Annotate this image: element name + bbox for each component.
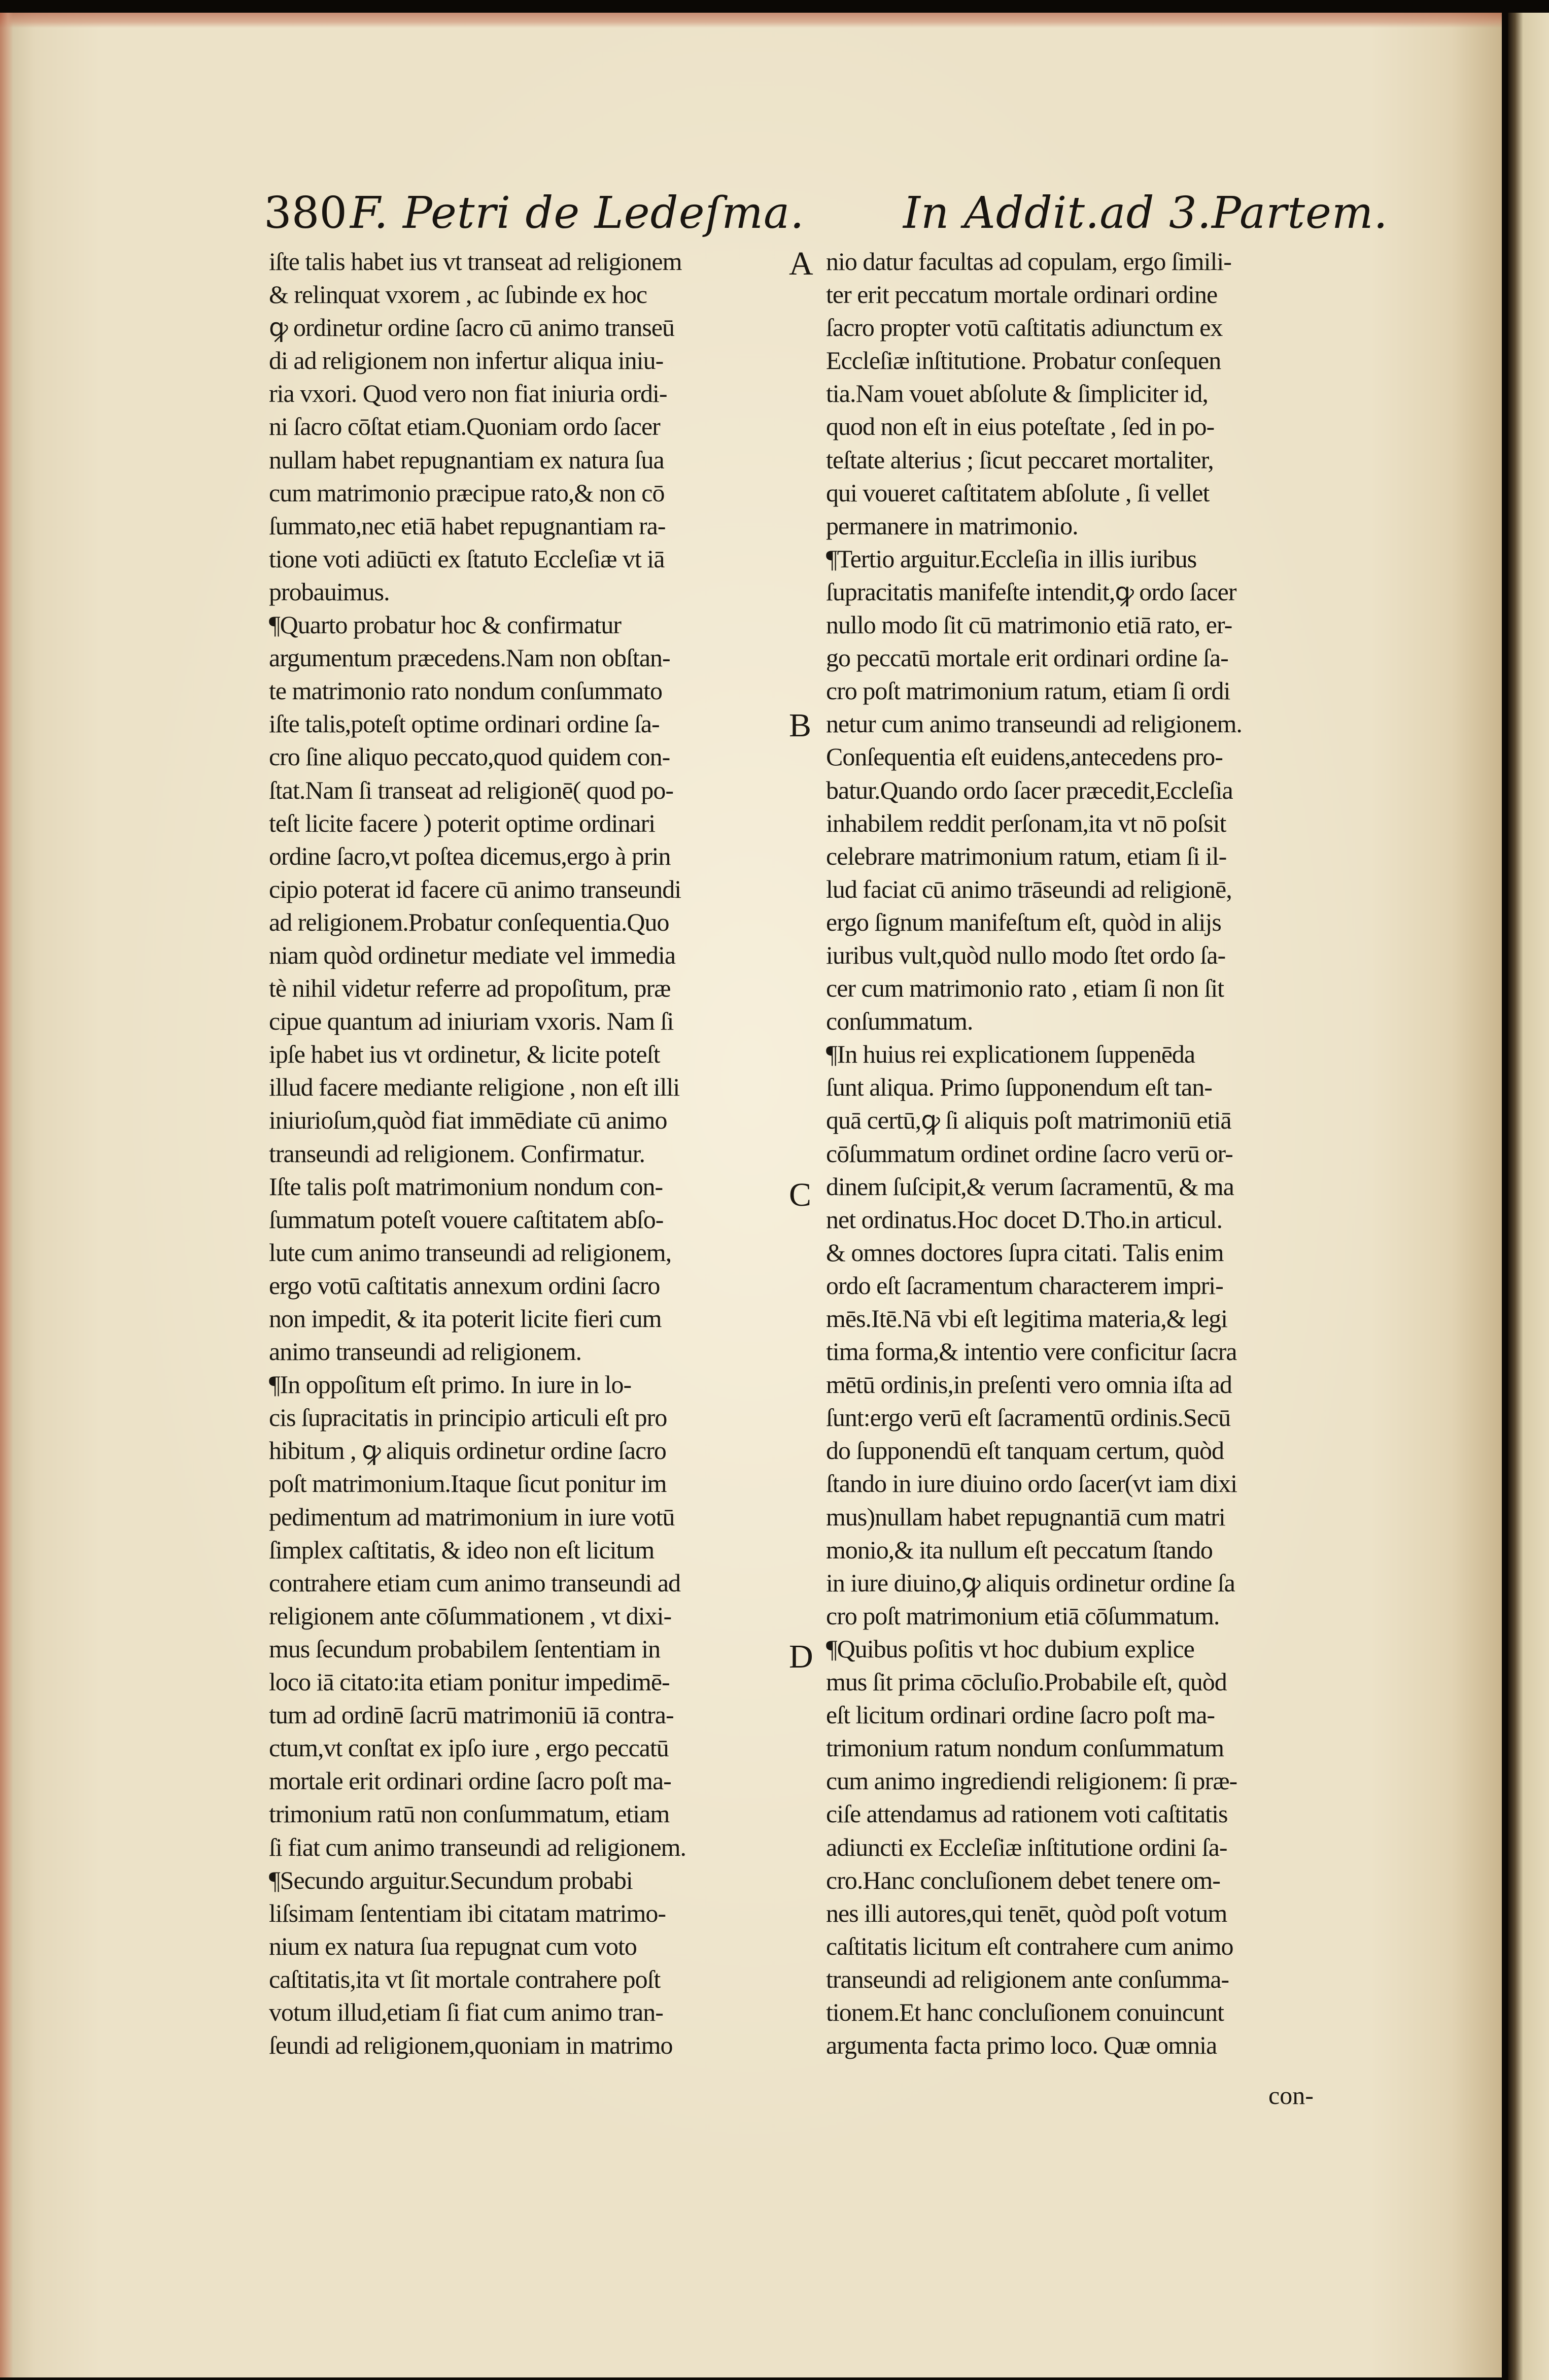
- text-line: ſtando in iure diuino ordo ſacer(vt iam dixi: [826, 1469, 1237, 1498]
- book-page: [0, 13, 1502, 2377]
- text-line: illud facere mediante religione , non eſt illi: [269, 1073, 680, 1102]
- text-line: niam quòd ordinetur mediate vel immedia: [269, 940, 676, 969]
- text-line: di ad religionem non infertur aliqua iniu-: [269, 346, 664, 375]
- text-line: ſunt:ergo verū eſt ſacramentū ordinis.Secū: [826, 1403, 1231, 1432]
- text-line: & relinquat vxorem , ac ſubinde ex hoc: [269, 280, 647, 309]
- text-line: net ordinatus.Hoc docet D.Tho.in articul.: [826, 1205, 1222, 1234]
- text-line: ſummatum poteſt vouere caſtitatem abſo-: [269, 1205, 664, 1234]
- text-line: & omnes doctores ſupra citati. Talis enim: [826, 1238, 1224, 1267]
- page-header: [0, 188, 1502, 249]
- text-line: caſtitatis,ita vt ſit mortale contrahere poſt: [269, 1964, 661, 1993]
- text-line: mētū ordinis,in preſenti vero omnia iſta ad: [826, 1370, 1232, 1399]
- text-line: iniurioſum,quòd fiat immēdiate cū animo: [269, 1106, 667, 1135]
- text-line: mēs.Itē.Nā vbi eſt legitima materia,& legi: [826, 1304, 1228, 1333]
- text-line: liſsimam ſententiam ibi citatam matrimo-: [269, 1898, 666, 1927]
- text-line: ni ſacro cōſtat etiam.Quoniam ordo ſacer: [269, 412, 660, 441]
- text-line: ꝙ ordinetur ordine ſacro cū animo transeū: [269, 313, 675, 342]
- text-line: votum illud,etiam ſi fiat cum animo tran-: [269, 1997, 663, 2026]
- text-line: trimonium ratū non conſummatum, etiam: [269, 1799, 670, 1828]
- text-line: adiuncti ex Eccleſiæ inſtitutione ordini ſa-: [826, 1832, 1227, 1861]
- text-line: ¶In oppoſitum eſt primo. In iure in lo-: [269, 1370, 632, 1399]
- text-line: cer cum matrimonio rato , etiam ſi non ſit: [826, 974, 1224, 1003]
- text-line: cis ſupracitatis in principio articuli eſt pro: [269, 1403, 667, 1432]
- text-line: nium ex natura ſua repugnat cum voto: [269, 1931, 637, 1960]
- text-line: hibitum , ꝙ aliquis ordinetur ordine ſacro: [269, 1436, 666, 1465]
- margin-marker-b: B: [789, 707, 812, 744]
- text-line: ſeundi ad religionem,quoniam in matrimo: [269, 2031, 673, 2060]
- text-line: ſummato,nec etiā habet repugnantiam ra-: [269, 511, 666, 540]
- text-line: pedimentum ad matrimonium in iure votū: [269, 1502, 675, 1531]
- text-line: ſi fiat cum animo transeundi ad religionem.: [269, 1832, 686, 1861]
- text-line: batur.Quando ordo ſacer præcedit,Eccleſia: [826, 775, 1233, 804]
- text-line: animo transeundi ad religionem.: [269, 1337, 582, 1366]
- text-line: cum animo ingrediendi religionem: ſi præ-: [826, 1766, 1237, 1795]
- text-line: cro poſt matrimonium ratum, etiam ſi ordi: [826, 676, 1230, 705]
- text-line: lute cum animo transeundi ad religionem,: [269, 1238, 672, 1267]
- text-line: ſacro propter votū caſtitatis adiunctum ex: [826, 313, 1223, 342]
- text-line: qui voueret caſtitatem abſolute , ſi vellet: [826, 478, 1210, 507]
- text-line: ¶Secundo arguitur.Secundum probabi: [269, 1865, 633, 1894]
- text-line: inhabilem reddit perſonam,ita vt nō poſsit: [826, 808, 1226, 837]
- text-line: celebrare matrimonium ratum, etiam ſi il-: [826, 841, 1227, 870]
- text-line: cum matrimonio præcipue rato,& non cō: [269, 478, 665, 507]
- page-edge-stain: [0, 13, 13, 2377]
- text-line: nullam habet repugnantiam ex natura ſua: [269, 445, 664, 474]
- text-line: ordo eſt ſacramentum characterem impri-: [826, 1271, 1223, 1300]
- text-line: mus ſecundum probabilem ſententiam in: [269, 1634, 661, 1663]
- text-line: iſte talis habet ius vt transeat ad religionem: [269, 247, 682, 276]
- text-line: quā certū,ꝙ ſi aliquis poſt matrimoniū etiā: [826, 1106, 1231, 1135]
- text-line: ciſe attendamus ad rationem voti caſtitatis: [826, 1799, 1228, 1828]
- text-line: tima forma,& intentio vere conficitur ſacra: [826, 1337, 1237, 1366]
- text-line: eſt licitum ordinari ordine ſacro poſt ma-: [826, 1701, 1215, 1729]
- text-line: transeundi ad religionem ante conſumma-: [826, 1964, 1229, 1993]
- margin-marker-c: C: [789, 1176, 812, 1213]
- text-line: mus)nullam habet repugnantiā cum matri: [826, 1502, 1225, 1531]
- text-line: monio,& ita nullum eſt peccatum ſtando: [826, 1535, 1213, 1564]
- text-line: ter erit peccatum mortale ordinari ordine: [826, 280, 1218, 309]
- text-line: iſte talis,poteſt optime ordinari ordine ſa-: [269, 709, 660, 738]
- text-line: ad religionem.Probatur conſequentia.Quo: [269, 907, 669, 936]
- text-line: ctum,vt conſtat ex ipſo iure , ergo peccatū: [269, 1733, 669, 1762]
- text-line: transeundi ad religionem. Confirmatur.: [269, 1139, 645, 1168]
- running-head-left: F. Petri de Ledeſma.: [350, 188, 805, 239]
- text-line: cipio poterat id facere cū animo transeundi: [269, 874, 681, 903]
- text-column-left: [269, 245, 776, 2062]
- page-number: 380: [264, 188, 348, 239]
- text-line: ¶Quarto probatur hoc & confirmatur: [269, 610, 621, 639]
- text-line: tione voti adiūcti ex ſtatuto Eccleſiæ vt iā: [269, 544, 665, 573]
- text-line: teſtate alterius ; ſicut peccaret mortaliter,: [826, 445, 1214, 474]
- text-line: dinem ſuſcipit,& verum ſacramentū, & ma: [826, 1172, 1234, 1201]
- text-line: quod non eſt in eius poteſtate , ſed in po-: [826, 412, 1215, 441]
- text-line: ¶In huius rei explicationem ſuppenēda: [826, 1040, 1195, 1069]
- text-line: ¶Tertio arguitur.Eccleſia in illis iuribus: [826, 544, 1197, 573]
- text-line: ergo ſignum manifeſtum eſt, quòd in alijs: [826, 907, 1221, 936]
- text-line: cro poſt matrimonium etiā cōſummatum.: [826, 1601, 1220, 1630]
- text-line: teſt licite facere ) poterit optime ordinari: [269, 808, 656, 837]
- text-line: cipue quantum ad iniuriam vxoris. Nam ſi: [269, 1007, 674, 1036]
- text-line: tionem.Et hanc concluſionem conuincunt: [826, 1997, 1224, 2026]
- text-line: mus ſit prima cōcluſio.Probabile eſt, quòd: [826, 1668, 1227, 1696]
- text-line: Iſte talis poſt matrimonium nondum con-: [269, 1172, 663, 1201]
- text-line: argumenta facta primo loco. Quæ omnia: [826, 2031, 1217, 2060]
- text-line: mortale erit ordinari ordine ſacro poſt ma-: [269, 1766, 671, 1795]
- margin-marker-a: A: [789, 245, 813, 282]
- text-line: ſupracitatis manifeſte intendit,ꝙ ordo ſacer: [826, 577, 1236, 606]
- catchword: con-: [1268, 2081, 1314, 2110]
- text-line: cro.Hanc concluſionem debet tenere om-: [826, 1865, 1220, 1894]
- text-line: nullo modo ſit cū matrimonio etiā rato, er-: [826, 610, 1232, 639]
- text-line: iuribus vult,quòd nullo modo ſtet ordo ſa-: [826, 940, 1226, 969]
- text-line: lud faciat cū animo trāseundi ad religionē,: [826, 874, 1232, 903]
- text-line: probauimus.: [269, 577, 390, 606]
- text-line: cōſummatum ordinet ordine ſacro verū or-: [826, 1139, 1233, 1168]
- text-line: tia.Nam vouet abſolute & ſimpliciter id,: [826, 379, 1208, 408]
- text-line: ergo votū caſtitatis annexum ordini ſacro: [269, 1271, 660, 1300]
- text-line: nio datur facultas ad copulam, ergo ſimili-: [826, 247, 1231, 276]
- text-line: do ſupponendū eſt tanquam certum, quòd: [826, 1436, 1224, 1465]
- text-line: permanere in matrimonio.: [826, 511, 1078, 540]
- text-line: ſimplex caſtitatis, & ideo non eſt licitum: [269, 1535, 655, 1564]
- text-line: trimonium ratum nondum conſummatum: [826, 1733, 1224, 1762]
- text-line: caſtitatis licitum eſt contrahere cum animo: [826, 1931, 1233, 1960]
- text-line: contrahere etiam cum animo transeundi ad: [269, 1568, 681, 1597]
- text-line: ria vxori. Quod vero non fiat iniuria ordi-: [269, 379, 667, 408]
- next-page-edge: [1508, 13, 1549, 2380]
- page-edge-stain: [0, 13, 1502, 28]
- text-line: Eccleſiæ inſtitutione. Probatur conſequen: [826, 346, 1221, 375]
- text-line: tum ad ordinē ſacrū matrimoniū iā contra-: [269, 1701, 674, 1729]
- text-line: nes illi autores,qui tenēt, quòd poſt votum: [826, 1898, 1227, 1927]
- text-line: netur cum animo transeundi ad religionem.: [826, 709, 1242, 738]
- text-line: ordine ſacro,vt poſtea dicemus,ergo à prin: [269, 841, 671, 870]
- margin-marker-d: D: [789, 1638, 813, 1675]
- text-line: in iure diuino,ꝙ aliquis ordinetur ordine ſa: [826, 1568, 1235, 1597]
- text-line: ¶Quibus poſitis vt hoc dubium explice: [826, 1634, 1194, 1663]
- text-line: cro ſine aliquo peccato,quod quidem con-: [269, 742, 670, 771]
- text-line: tè nihil videtur referre ad propoſitum, præ: [269, 974, 671, 1003]
- text-line: ſtat.Nam ſi transeat ad religionē( quod po-: [269, 775, 674, 804]
- text-line: go peccatū mortale erit ordinari ordine ſa-: [826, 643, 1228, 672]
- text-column-right: [826, 245, 1339, 2062]
- text-line: non impedit, & ita poterit licite fieri cum: [269, 1304, 662, 1333]
- text-line: religionem ante cōſummationem , vt dixi-: [269, 1601, 672, 1630]
- text-line: loco iā citato:ita etiam ponitur impedimē-: [269, 1668, 670, 1696]
- text-line: conſummatum.: [826, 1007, 973, 1036]
- text-line: ſunt aliqua. Primo ſupponendum eſt tan-: [826, 1073, 1212, 1102]
- running-head-right: In Addit.ad 3.Partem.: [903, 188, 1388, 239]
- text-line: poſt matrimonium.Itaque ſicut ponitur im: [269, 1469, 667, 1498]
- text-line: te matrimonio rato nondum conſummato: [269, 676, 662, 705]
- text-line: ipſe habet ius vt ordinetur, & licite poteſt: [269, 1040, 660, 1069]
- text-line: Conſequentia eſt euidens,antecedens pro-: [826, 742, 1223, 771]
- text-line: argumentum præcedens.Nam non obſtan-: [269, 643, 670, 672]
